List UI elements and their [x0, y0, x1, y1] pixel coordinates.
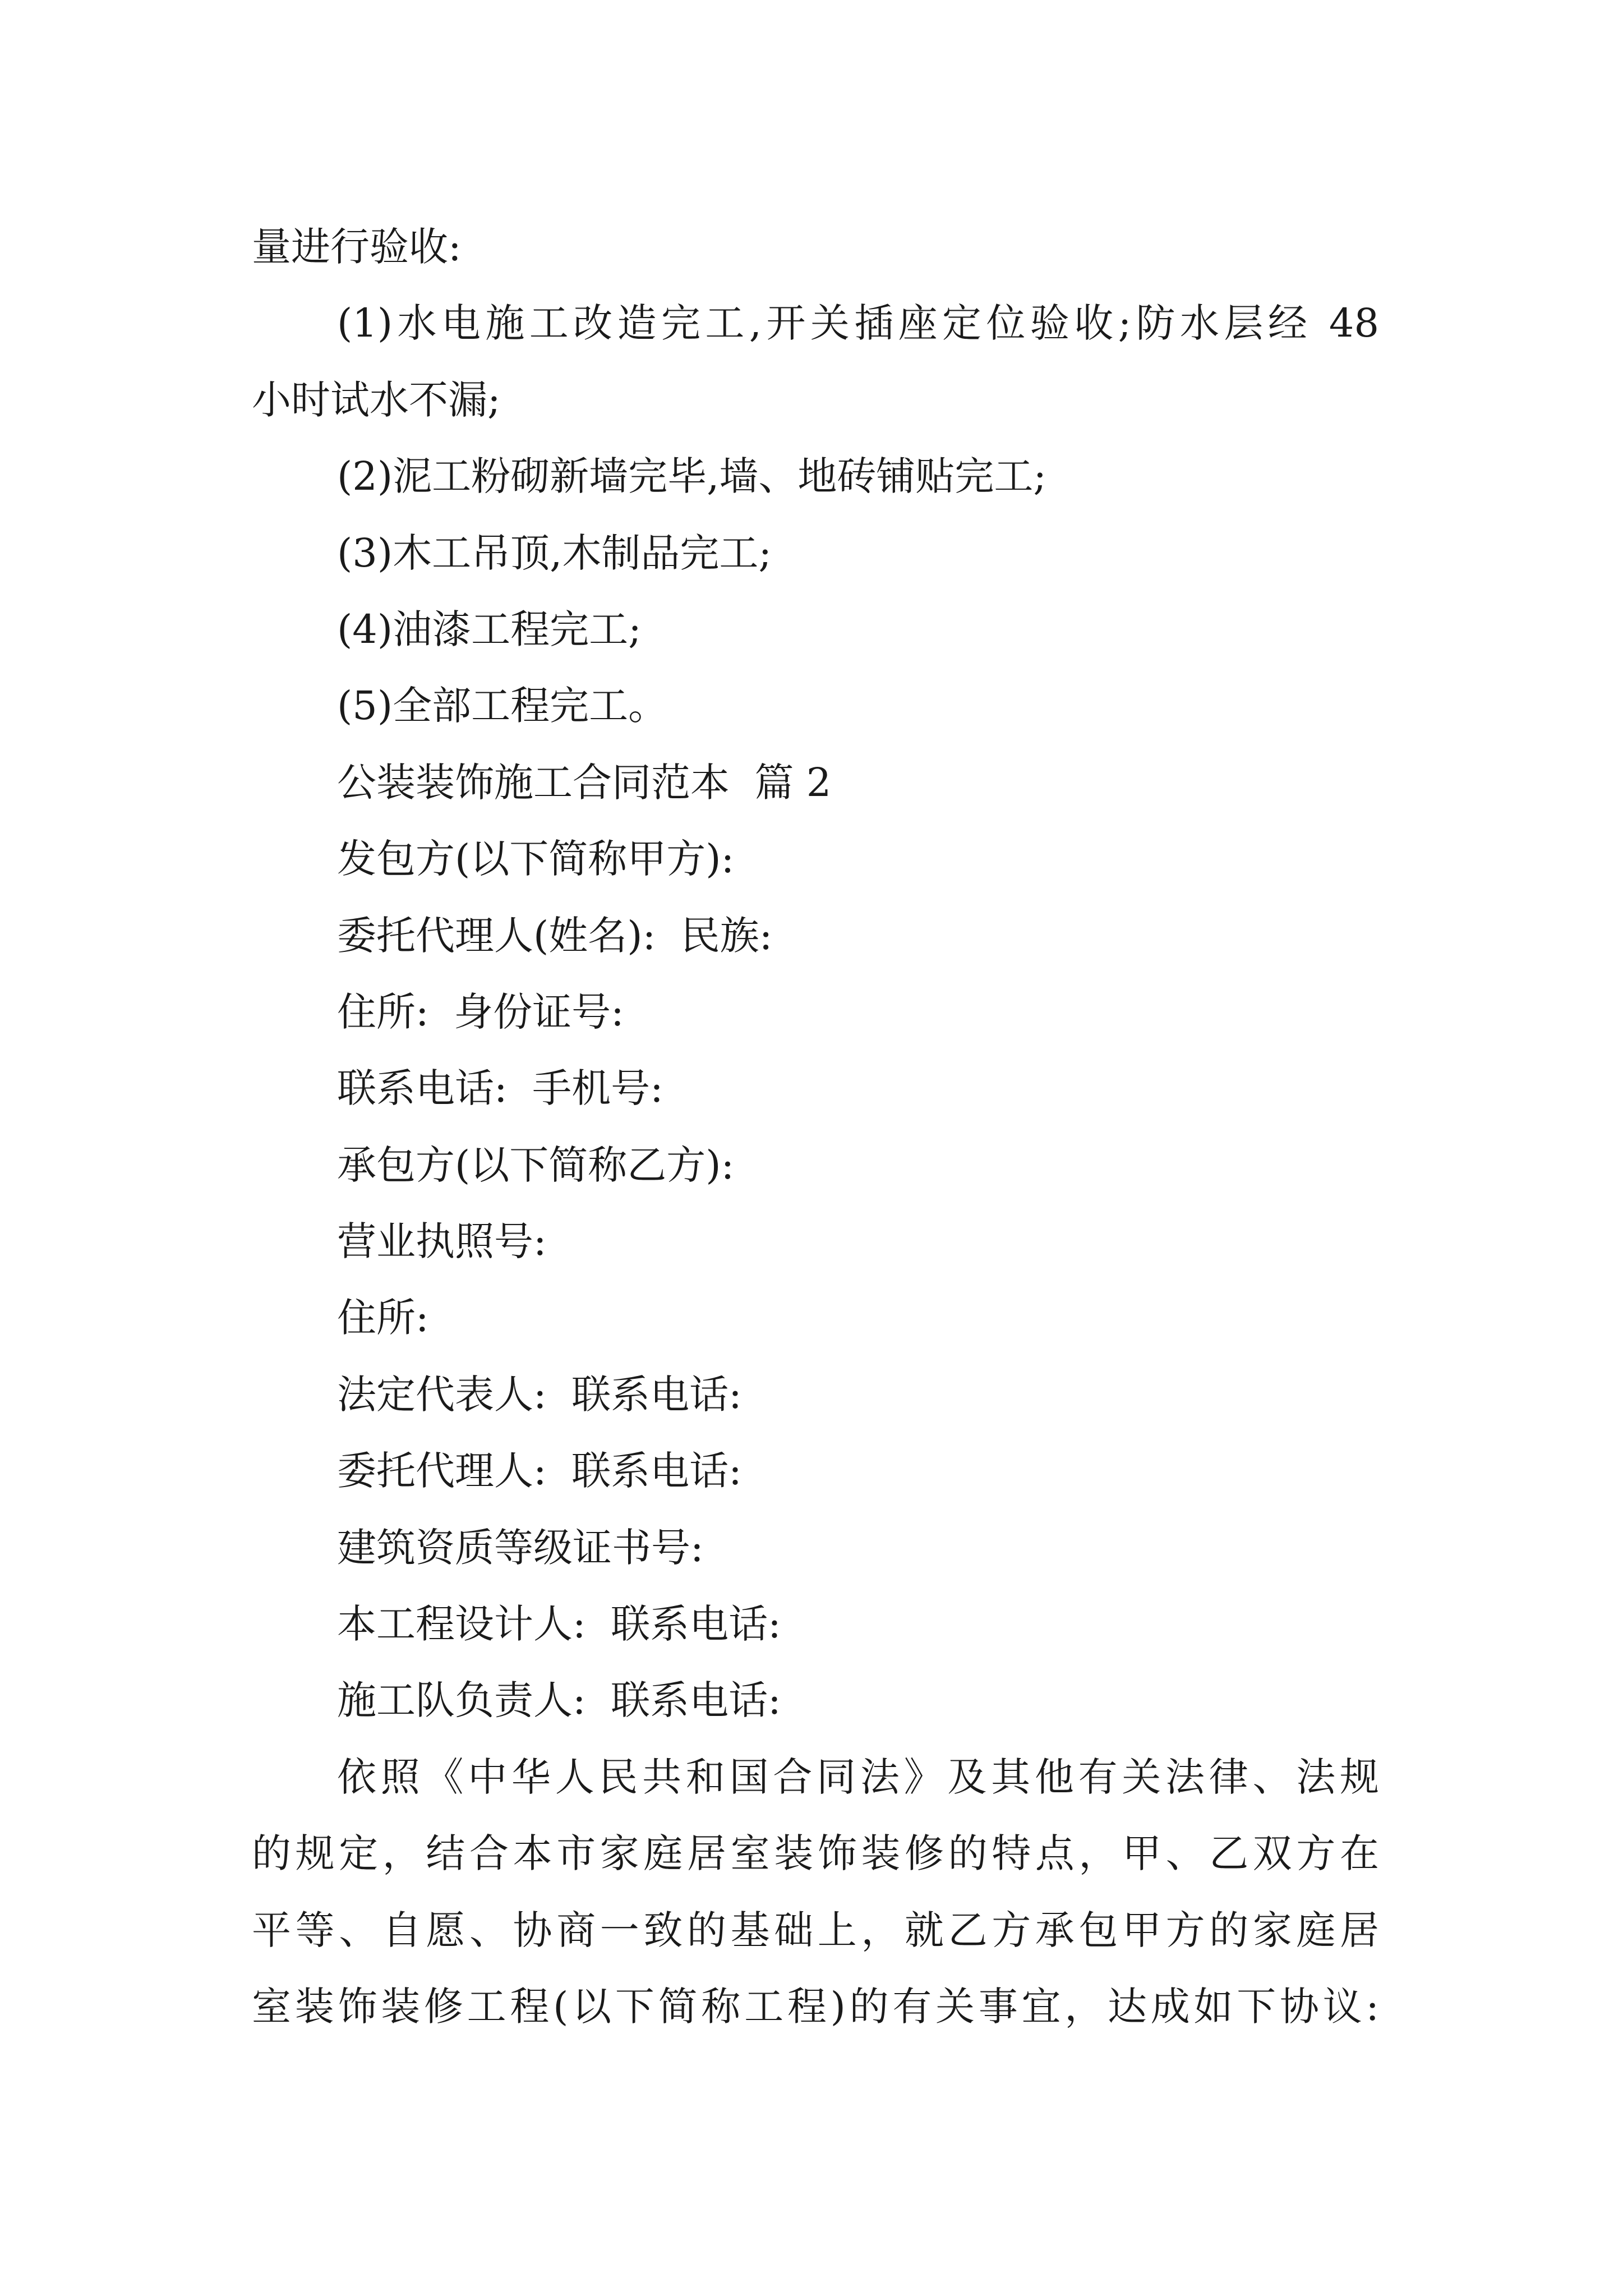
paragraph-line-1: 依照《中华人民共和国合同法》及其他有关法律、法规: [337, 1754, 1379, 1800]
text-line-item-1: (1)水电施工改造完工,开关插座定位验收;防水层经 48: [337, 300, 1379, 347]
license-line: 营业执照号:: [337, 1218, 547, 1265]
text-line-item-1-cont: 小时试水不漏;: [252, 376, 501, 423]
party-b-line: 承包方(以下简称乙方):: [337, 1142, 735, 1188]
text-line-item-4: (4)油漆工程完工;: [337, 606, 642, 652]
designer-line: 本工程设计人: 联系电话:: [337, 1601, 781, 1648]
paragraph-line-2: 的规定，结合本市家庭居室装饰装修的特点，甲、乙双方在: [252, 1830, 1379, 1877]
phone-line: 联系电话: 手机号:: [337, 1065, 663, 1112]
paragraph-line-4: 室装饰装修工程(以下简称工程)的有关事宜，达成如下协议:: [252, 1983, 1379, 2030]
agent-line: 委托代理人(姓名): 民族:: [337, 912, 773, 959]
address-line: 住所:: [337, 1295, 429, 1341]
text-line-item-3: (3)木工吊顶,木制品完工;: [337, 530, 772, 576]
section-heading: 公装装饰施工合同范本 篇 2: [337, 759, 832, 806]
legal-rep-line: 法定代表人: 联系电话:: [337, 1371, 742, 1418]
team-leader-line: 施工队负责人: 联系电话:: [337, 1677, 781, 1724]
text-line-continuation: 量进行验收:: [252, 224, 462, 270]
document-body: [252, 209, 1379, 2045]
text-line-item-5: (5)全部工程完工。: [337, 683, 668, 729]
party-a-line: 发包方(以下简称甲方):: [337, 836, 735, 882]
paragraph-line-3: 平等、自愿、协商一致的基础上，就乙方承包甲方的家庭居: [252, 1907, 1379, 1953]
qualification-line: 建筑资质等级证书号:: [337, 1524, 704, 1571]
text-line-item-2: (2)泥工粉砌新墙完毕,墙、地砖铺贴完工;: [337, 453, 1046, 500]
address-id-line: 住所: 身份证号:: [337, 988, 624, 1035]
agent-phone-line: 委托代理人: 联系电话:: [337, 1448, 742, 1494]
